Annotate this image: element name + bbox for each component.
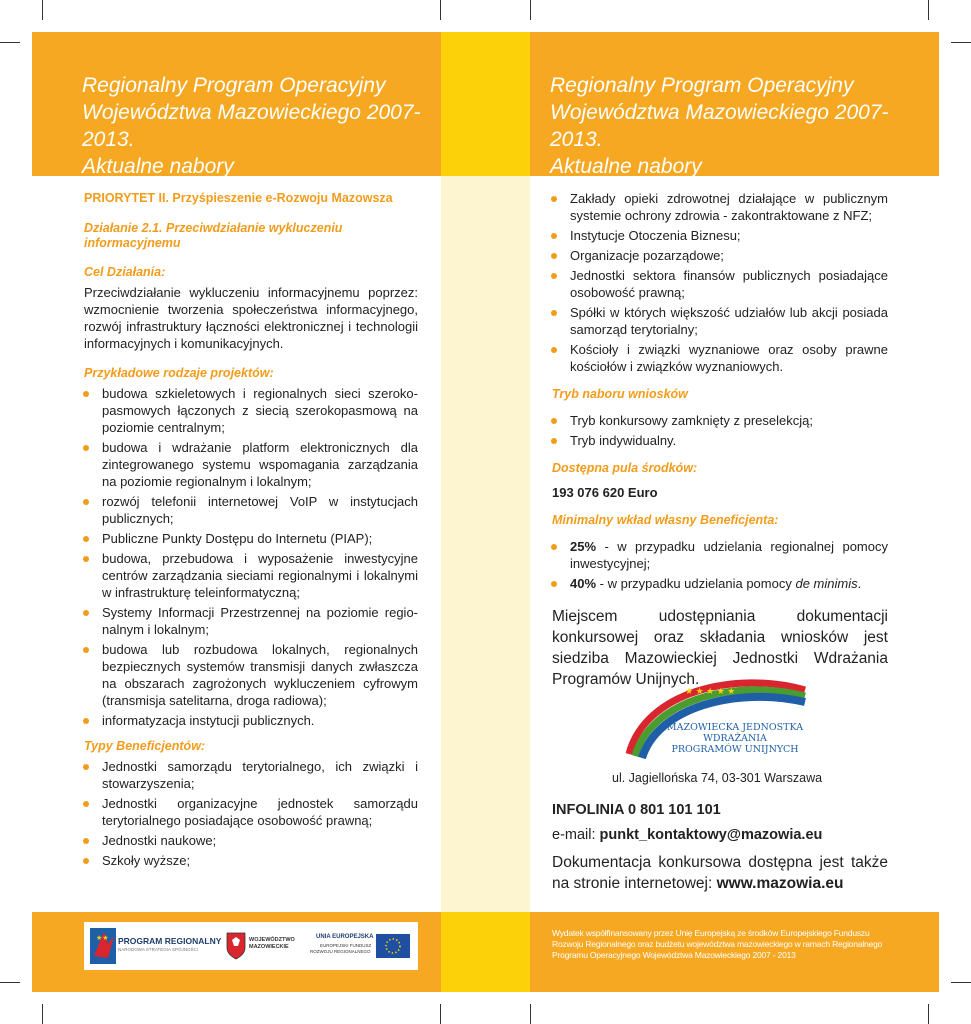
modes-list (548, 412, 888, 449)
infoline: INFOLINIA 0 801 101 101 (552, 802, 721, 818)
title-line: Aktualne nabory (82, 155, 234, 178)
list-item: budowa szkieletowych i regionalnych sieci szeroko-pasmowych łączonych z siecią szerokopasmową na poziomie centralnym; (80, 385, 418, 436)
crop-mark (440, 1004, 441, 1024)
title-line: Województwa Mazowieckiego 2007-2013. (82, 101, 421, 151)
list-item: Publiczne Punkty Dostępu do Internetu (PIAP); (80, 530, 418, 547)
crop-mark (951, 42, 971, 43)
place-text: Miejscem udostępniania dokumentacji konkursowej oraz składania wniosków jest siedziba Mazowieckiej Jednostki Wdrażania Programów Unijnych. (552, 608, 888, 688)
right-column (552, 190, 888, 702)
left-column (84, 190, 418, 872)
center-strip (441, 32, 530, 176)
list-item (548, 575, 888, 592)
list-item: Kościoły i związki wyznaniowe oraz osoby prawne kościołów i związków wyznaniowych. (548, 341, 888, 375)
projects-heading: Przykładowe rodzaje projektów: (84, 366, 274, 380)
logo-line: MAZOWIECKA JEDNOSTKA (666, 722, 804, 733)
priority-heading: PRIORYTET II. Przyśpieszenie e-Rozwoju Mazowsza (84, 191, 393, 205)
website-link[interactable]: www.mazowia.eu (716, 875, 844, 892)
list-item: Jednostki sektora finansów publicznych posiadające osobowość prawną; (548, 267, 888, 301)
crop-mark (928, 1004, 929, 1024)
goal-text: Przeciwdziałanie wykluczeniu informacyjnemu poprzez: wzmocnienie tworzenia społeczeństwa informacyjnego, rozwój infrastruktury łączności elektronicznej i technologii informacyjnych i komunikacyjnych. (84, 285, 418, 351)
contrib-text: - w przypadku udzielania regionalnej pomocy inwestycyjnej; (570, 539, 888, 571)
list-item: Tryb konkursowy zamknięty z preselekcją; (548, 412, 888, 429)
goal-heading: Cel Działania: (84, 265, 166, 279)
contrib-text: - w przypadku udzielania pomocy (596, 576, 796, 591)
email-line (552, 827, 888, 844)
email-link[interactable]: punkt_kontaktowy@mazowia.eu (599, 827, 823, 843)
ue-sub2: ROZWOJU REGIONALNEGO (310, 949, 371, 954)
title-line: Regionalny Program Operacyjny (550, 74, 854, 97)
ue-sub1: EUROPEJSKI FUNDUSZ (320, 943, 372, 948)
logo-line: PROGRAMÓW UNIJNYCH (671, 744, 799, 755)
contrib-em: de minimis (795, 576, 858, 591)
crop-mark (42, 1004, 43, 1024)
program-regionalny-sub: NARODOWA STRATEGIA SPÓJNOŚCI (118, 947, 199, 952)
program-regionalny-icon (90, 928, 116, 964)
beneficiaries-cont-list (548, 190, 888, 375)
right-header-title (550, 72, 910, 180)
crop-mark (0, 42, 20, 43)
list-item: Organizacje pozarządowe; (548, 247, 888, 264)
footer-logo-strip (84, 922, 418, 970)
list-item: Jednostki organizacyjne jednostek samorządu terytorialnego posiadające osobowość prawną; (80, 795, 418, 829)
docs-text (552, 852, 888, 894)
center-footer-strip (441, 912, 530, 992)
list-item: informatyzacja instytucji publicznych. (80, 712, 418, 729)
crop-mark (530, 1004, 531, 1024)
list-item: Systemy Informacji Przestrzennej na poziomie regio-nalnym i lokalnym; (80, 604, 418, 638)
contrib-list (548, 538, 888, 592)
crop-mark (928, 0, 929, 20)
email-label: e-mail: (552, 827, 600, 843)
action-heading: Działanie 2.1. Przeciwdziałanie wykluczeniu informacyjnemu (84, 221, 343, 250)
center-cream-strip (441, 176, 530, 912)
list-item: Instytucje Otoczenia Biznesu; (548, 227, 888, 244)
title-line: Aktualne nabory (550, 155, 702, 178)
list-item: budowa i wdrażanie platform elektronicznych dla zintegrowanego systemu wspomagania zarządzania na poziomie regionalnym i lokalnym; (80, 439, 418, 490)
crop-mark (440, 0, 441, 20)
list-item: budowa lub rozbudowa lokalnych, regionalnych bezpiecznych systemów transmisji danych zwłaszcza na obszarach zagrożonych wykluczeniem cyfrowym (transmisja satelitarna, droga radiowa); (80, 641, 418, 709)
mazowsze-crest-icon (226, 932, 246, 960)
mode-heading: Tryb naboru wniosków (552, 387, 688, 401)
pool-heading: Dostępna pula środków: (552, 461, 698, 475)
footer-cofinancing-text: Wydatek współfinansowany przez Unię Europejską ze środków Europejskiego Funduszu Rozwoju Regionalnego oraz budżetu województwa mazowieckiego w ramach Regionalnego Programu Operacyjnego Województwa Mazowieckiego 2007 - 2013 (552, 928, 883, 960)
percent-value: 25% (570, 539, 597, 554)
crop-mark (530, 0, 531, 20)
percent-value: 40% (570, 576, 597, 591)
list-item: Szkoły wyższe; (80, 852, 418, 869)
list-item: Jednostki naukowe; (80, 832, 418, 849)
left-header-title (82, 72, 432, 180)
list-item: budowa, przebudowa i wyposażenie inwestycyjne centrów zarządzania sieciami regionalnymi i lokalnymi w infrastrukturę teleinformatyczną; (80, 550, 418, 601)
contact-block (552, 802, 888, 894)
projects-list (80, 385, 418, 729)
list-item: rozwój telefonii internetowej VoIP w instytucjach publicznych; (80, 493, 418, 527)
title-line: Regionalny Program Operacyjny (82, 74, 386, 97)
eu-flag-icon (376, 934, 410, 958)
program-regionalny-label: PROGRAM REGIONALNY (118, 936, 222, 946)
svg-text:★★: ★★ (96, 935, 109, 942)
list-item: Jednostki samorządu terytorialnego, ich związki i stowarzyszenia; (80, 758, 418, 792)
list-item: Spółki w których większość udziałów lub akcji posiada samorząd terytorialny; (548, 304, 888, 338)
wojewodztwo-label: WOJEWÓDZTWO (249, 937, 295, 943)
list-item: Zakłady opieki zdrowotnej działające w publicznym systemie ochrony zdrowia - zakontraktowane z NFZ; (548, 190, 888, 224)
list-item (548, 538, 888, 572)
address: ul. Jagiellońska 74, 03-301 Warszawa (612, 771, 823, 785)
docs-label: Dokumentacja konkursowa dostępna jest także na stronie internetowej: (552, 854, 888, 892)
beneficiaries-list (80, 758, 418, 869)
beneficiaries-heading: Typy Beneficjentów: (84, 739, 206, 753)
crop-mark (951, 982, 971, 983)
list-item: Tryb indywidualny. (548, 432, 888, 449)
title-line: Województwa Mazowieckiego 2007-2013. (550, 101, 889, 151)
contrib-heading: Minimalny wkład własny Beneficjenta: (552, 513, 779, 527)
crop-mark (42, 0, 43, 20)
mazowieckie-label: MAZOWIECKIE (249, 944, 289, 950)
logo-line: WDRAŻANIA (703, 733, 767, 744)
crop-mark (0, 982, 20, 983)
svg-text:★ ★ ★ ★ ★: ★ ★ ★ ★ ★ (685, 686, 736, 696)
mjwpu-logo (615, 672, 815, 766)
ue-label: UNIA EUROPEJSKA (316, 934, 374, 940)
pool-value: 193 076 620 Euro (552, 485, 658, 500)
contrib-end: . (857, 576, 862, 591)
